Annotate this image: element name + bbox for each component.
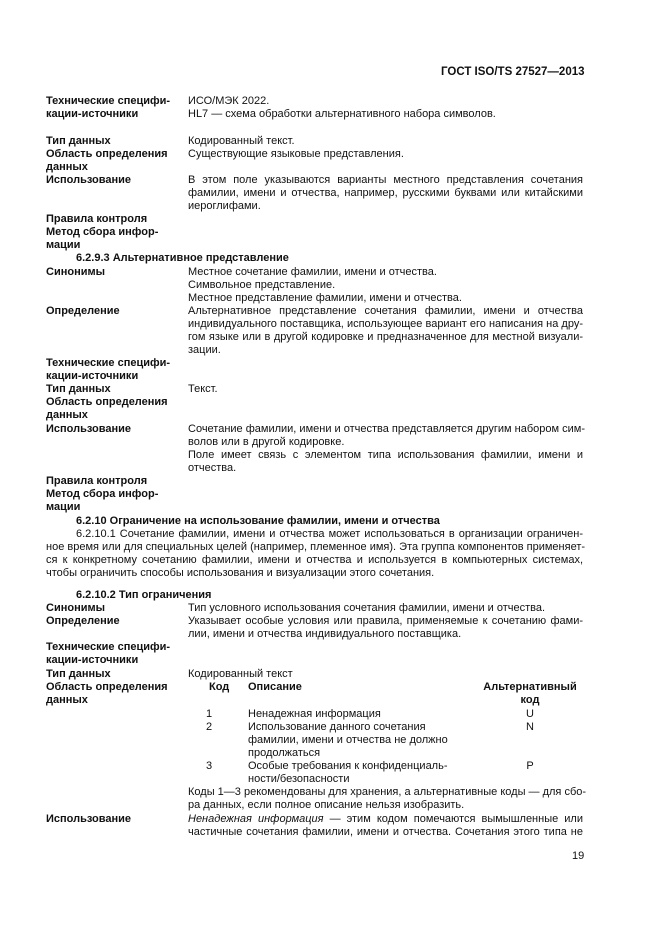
label-usage: Использование (46, 174, 132, 186)
label-usage-3: Использование (46, 813, 132, 825)
table-cell-alt-code: U (526, 708, 534, 720)
table-cell-alt-code: N (526, 721, 534, 733)
page-number: 19 (572, 850, 585, 862)
label-data-domain-3: Область определения данных (46, 681, 168, 706)
table-row (206, 721, 586, 760)
section-heading-62102: 6.2.10.2 Тип ограничения (76, 589, 212, 601)
label-synonyms-3: Синонимы (46, 602, 106, 614)
value-synonyms-3: Тип условного использования сочетания фамилии, имени и отчества. (188, 602, 546, 614)
section-heading-6293: 6.2.9.3 Альтернативное представление (76, 252, 289, 264)
table-header-code: Код (209, 681, 230, 693)
label-definition: Определение (46, 305, 120, 317)
value-source-specs: ИСО/МЭК 2022. HL7 — схема обработки альтернативного набора символов. (188, 95, 496, 120)
label-data-type-3: Тип данных (46, 668, 111, 680)
label-data-type: Тип данных (46, 135, 111, 147)
value-definition: Альтернативное представление сочетания фамилии, имени и отчества индивидуального поставщика, использующее вариант его написания на дру- гом языке или в другой кодировке и предназначенное для местной визуали- зации. (188, 305, 583, 356)
value-data-type-2: Текст. (188, 383, 218, 395)
label-data-domain-2: Область определения данных (46, 396, 168, 421)
table-header-description: Описание (248, 681, 302, 693)
value-data-domain: Существующие языковые представления. (188, 148, 404, 160)
value-usage-2: Сочетание фамилии, имени и отчества представляется другим набором сим- волов или в другой кодировке. Поле имеет связь с элементом типа использования фамилии, имени и отчества. (188, 423, 585, 474)
value-synonyms: Местное сочетание фамилии, имени и отчества. Символьное представление. Местное представление фамилии, имени и отчества. (188, 266, 462, 304)
usage-italic-term: Ненадежная информация (188, 813, 324, 825)
table-cell-description: Использование данного сочетания фамилии, имени и отчества не должно продолжаться (248, 721, 448, 759)
table-cell-code: 1 (206, 708, 213, 720)
table-cell-code: 3 (206, 760, 213, 772)
codes-note: Коды 1—3 рекомендованы для хранения, а альтернативные коды — для сбо- ра данных, если полное описание нельзя изобразить. (188, 786, 587, 811)
table-cell-code: 2 (206, 721, 213, 733)
value-definition-3: Указывает особые условия или правила, применяемые к сочетанию фами- лии, имени и отчества индивидуального поставщика. (188, 615, 583, 640)
section-paragraph-62101: 6.2.10.1 Сочетание фамилии, имени и отчества может использоваться в организации ограничен- ное время или для специальных целей (например, племенное имя). Эта группа компонентов применяет- ся к конкретному сочетанию фамилии, имени и отчества и используется в компьютерных системах, чтобы ограничить способы использования и визуализации этого сочетания. (46, 528, 586, 579)
value-usage: В этом поле указываются варианты местного представления сочетания фамилии, имени и отчества, например, русскими буквами или китайскими иероглифами. (188, 174, 583, 212)
value-usage-3: Ненадежная информация — этим кодом помечаются вымышленные или частичные сочетания фамилии, имени и отчества. Сочетания этого типа не (188, 813, 583, 838)
label-definition-3: Определение (46, 615, 120, 627)
table-header-alt-code: Альтернативный код (483, 681, 577, 706)
value-data-type-3: Кодированный текст (188, 668, 293, 680)
label-collection-method-2: Метод сбора инфор- мации (46, 488, 159, 513)
label-usage-2: Использование (46, 423, 132, 435)
label-data-domain: Область определения данных (46, 148, 168, 173)
table-cell-description: Особые требования к конфиденциаль- ности/безопасности (248, 760, 448, 785)
table-row (206, 760, 586, 786)
table-cell-description: Ненадежная информация (248, 708, 381, 720)
label-source-specs: Технические специфи- кации-источники (46, 95, 171, 120)
table-row (206, 708, 586, 721)
label-data-type-2: Тип данных (46, 383, 111, 395)
section-heading-6210: 6.2.10 Ограничение на использование фамилии, имени и отчества (76, 515, 440, 527)
label-synonyms: Синонимы (46, 266, 106, 278)
table-cell-alt-code: P (526, 760, 534, 772)
label-source-specs-3: Технические специфи- кации-источники (46, 641, 171, 666)
label-validation-rules: Правила контроля (46, 213, 148, 225)
page-header: ГОСТ ISO/TS 27527—2013 (441, 66, 585, 78)
label-validation-rules-2: Правила контроля (46, 475, 148, 487)
label-collection-method: Метод сбора инфор- мации (46, 226, 159, 251)
label-source-specs-2: Технические специфи- кации-источники (46, 357, 171, 382)
value-data-type: Кодированный текст. (188, 135, 295, 147)
